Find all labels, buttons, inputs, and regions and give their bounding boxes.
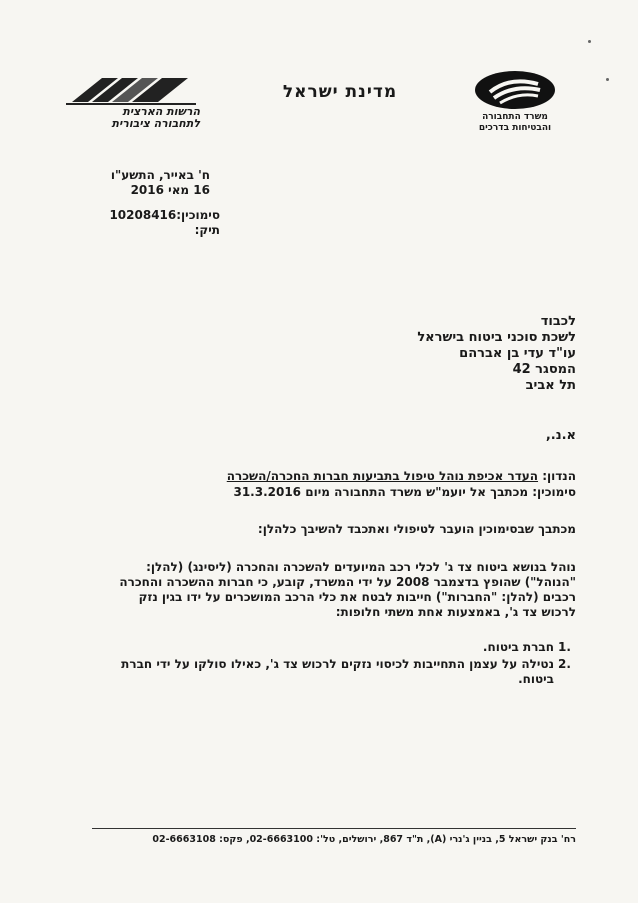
reference-block — [60, 208, 220, 238]
subject-title: העדר אכיפת נוהל טיפול בתביעות חברות החכרה/השכרה — [226, 469, 539, 483]
reference-number: סימוכין:10208416 — [109, 208, 220, 222]
scan-speck — [588, 40, 591, 43]
address-line: תל אביב — [525, 378, 576, 393]
body-paragraph — [66, 560, 576, 620]
subject-block — [100, 468, 576, 500]
paragraph-line: רכבים (להלן: "החברות") חייבות לבטח את כלי הרכב המושכרים על ידו בגין נזק — [138, 590, 576, 604]
list-item — [66, 640, 576, 655]
authority-name-line2: לתחבורה ציבורית — [111, 117, 200, 130]
ministry-name-line2: והבטיחות בדרכים — [478, 123, 552, 133]
recipient-address — [300, 314, 576, 394]
list-item-text: ביטוח. — [518, 672, 554, 686]
list-item-number: 1. — [558, 640, 571, 654]
authority-logo — [62, 72, 202, 132]
address-line: לשכת סוכני ביטוח בישראל — [417, 330, 576, 345]
list-item — [66, 657, 576, 687]
address-line: לכבוד — [540, 314, 576, 329]
address-line: המסגר 42 — [512, 362, 576, 377]
state-title: מדינת ישראל — [282, 82, 398, 102]
list-item-text: נטילה על עצמן התחייבות לכיסוי נזקים לרכוש צד ג', כאילו סולקו על ידי חברת — [121, 657, 554, 671]
paragraph-line: נוהל בנושא ביטוח צד ג' לכלי רכב המיועדים להשכרה והחכרה (ליסינג) (להלן: — [146, 560, 576, 574]
gregorian-date: 16 מאי 2016 — [130, 183, 210, 197]
scan-speck — [606, 78, 609, 81]
ministry-emblem-icon — [460, 68, 570, 112]
subject-ref-text: מכתבך אל יועמ"ש משרד התחבורה מיום 31.3.2016 — [233, 485, 529, 499]
ministry-name-line1: משרד התחבורה — [482, 112, 548, 122]
footer-address: רח' בנק ישראל 5, בניין ג'נרי (A), ת"ד 867, ירושלים, טל': 02-6663100, פקס: 02-6663108 — [152, 834, 576, 845]
subject-ref-label: סימוכין: — [532, 485, 576, 499]
subject-line — [100, 468, 576, 484]
file-label: תיק: — [194, 223, 220, 237]
list-item-number: 2. — [558, 657, 571, 671]
authority-emblem-icon — [62, 72, 202, 106]
subject-label: הנדון: — [542, 469, 576, 483]
greeting: א.נ., — [545, 428, 576, 443]
options-list — [66, 640, 576, 689]
footer-divider — [92, 828, 576, 829]
paragraph-line: "הנוהל") שהופץ בדצמבר 2008 על ידי המשרד, קובע, כי חברות ההשכרה והחכרה — [119, 575, 576, 589]
hebrew-date: ח' באייר, התשע"ו — [110, 168, 210, 182]
ministry-logo — [460, 68, 570, 138]
list-item-text: חברת ביטוח. — [482, 640, 554, 654]
authority-name-line1: הרשות הארצית — [122, 105, 200, 118]
intro-sentence: מכתבך שבסימוכין הועבר לטיפולי ואתכבד להשיבך כלהלן: — [257, 522, 576, 536]
date-block — [90, 168, 210, 198]
subject-reference-line — [100, 484, 576, 500]
paragraph-line: לרכוש צד ג', באמצעות אחת משתי חלופות: — [335, 605, 576, 619]
address-line: עו"ד עדי בן אברהם — [459, 346, 576, 361]
